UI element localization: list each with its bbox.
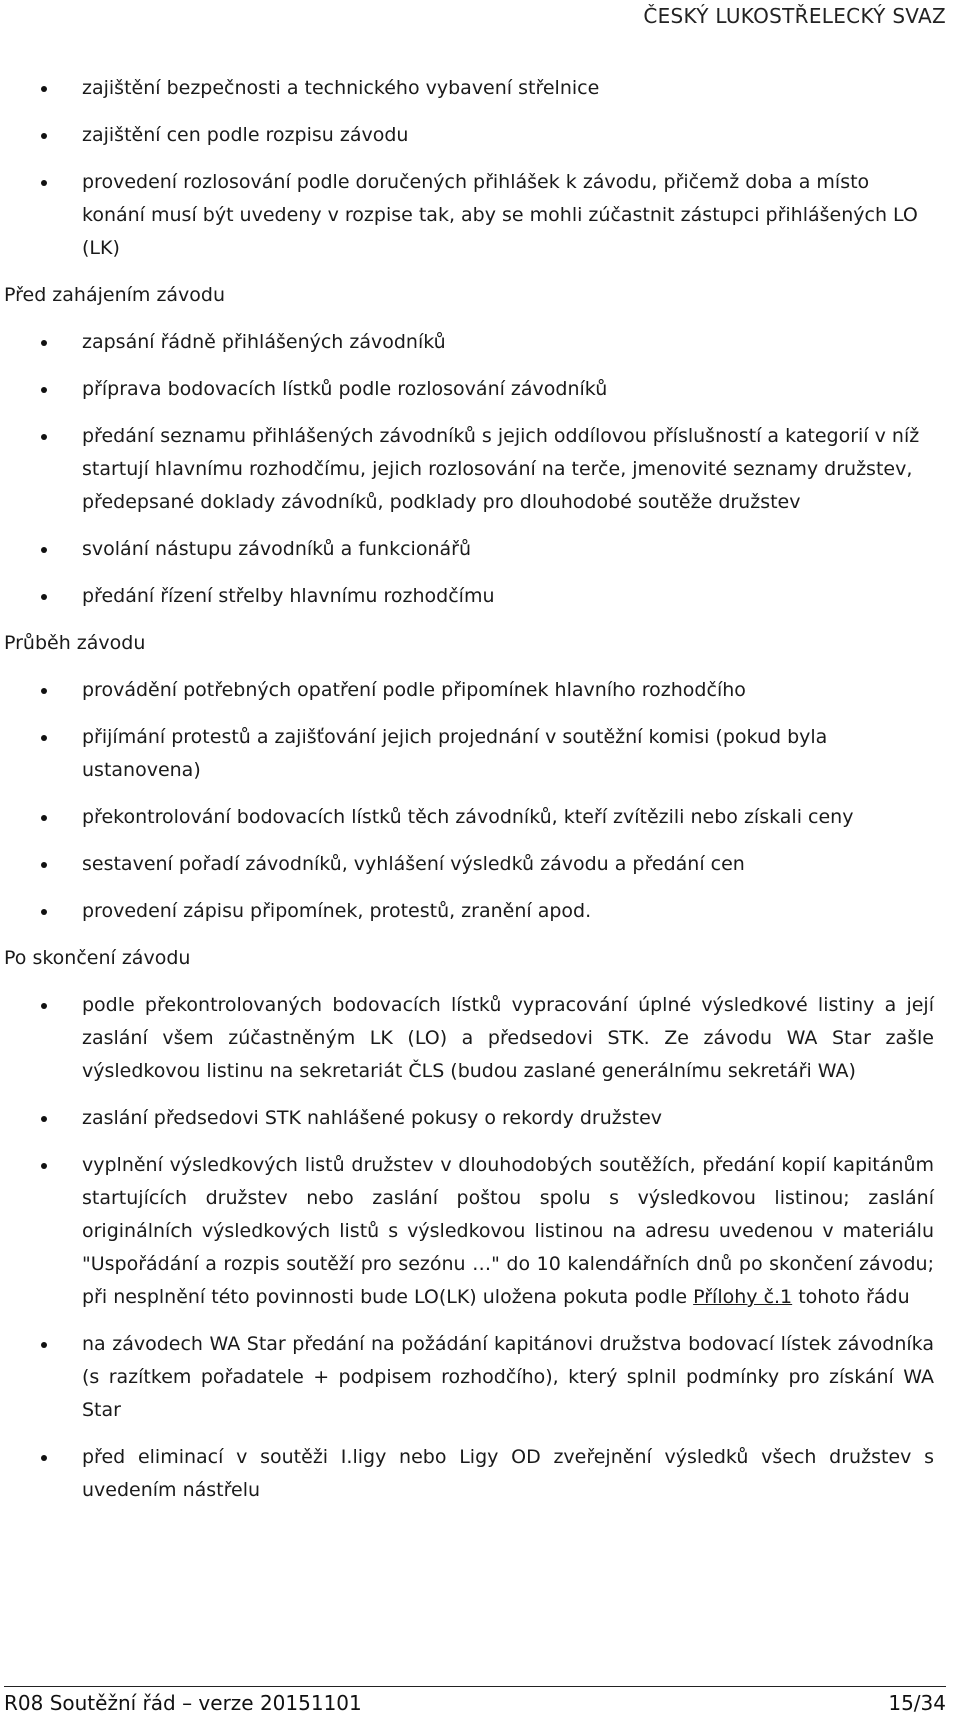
list-item: zajištění bezpečnosti a technického vybavení střelnice bbox=[0, 72, 960, 105]
list-item: provádění potřebných opatření podle připomínek hlavního rozhodčího bbox=[0, 674, 960, 707]
document-footer bbox=[4, 1686, 946, 1715]
list-before-start bbox=[0, 326, 960, 613]
list-during bbox=[0, 674, 960, 928]
list-item: provedení zápisu připomínek, protestů, zranění apod. bbox=[0, 895, 960, 928]
list-item: podle překontrolovaných bodovacích lístků vypracování úplné výsledkové listiny a její zaslání všem zúčastněným LK (LO) a předsedovi STK. Ze závodu WA Star zašle výsledkovou listinu na sekretariát ČLS (budou zaslané generálnímu sekretáři WA) bbox=[0, 989, 960, 1088]
appendix-1-link[interactable]: Přílohy č.1 bbox=[693, 1286, 793, 1308]
list-after bbox=[0, 989, 960, 1507]
section-title-after: Po skončení závodu bbox=[4, 947, 191, 969]
list-item: příprava bodovacích lístků podle rozlosování závodníků bbox=[0, 373, 960, 406]
list-item: zaslání předsedovi STK nahlášené pokusy o rekordy družstev bbox=[0, 1102, 960, 1135]
list-item: předání seznamu přihlášených závodníků s jejich oddílovou příslušností a kategorií v níž startují hlavnímu rozhodčímu, jejich rozlosování na terče, jmenovité seznamy družstev, předepsané doklady závodníků, podklady pro dlouhodobé soutěže družstev bbox=[0, 420, 960, 519]
section-title-during: Průběh závodu bbox=[4, 632, 146, 654]
list-item: provedení rozlosování podle doručených přihlášek k závodu, přičemž doba a místo konání musí být uvedeny v rozpise tak, aby se mohli zúčastnit zástupci přihlášených LO (LK) bbox=[0, 166, 960, 265]
list-item: zajištění cen podle rozpisu závodu bbox=[0, 119, 960, 152]
footer-document-title: R08 Soutěžní řád – verze 20151101 bbox=[4, 1691, 362, 1715]
list-organizer-duties bbox=[0, 72, 960, 265]
list-item: na závodech WA Star předání na požádání kapitánovi družstva bodovací lístek závodníka (s razítkem pořadatele + podpisem rozhodčího), který splnil podmínky pro získání WA Star bbox=[0, 1328, 960, 1427]
list-item-text: vyplnění výsledkových listů družstev v dlouhodobých soutěžích, předání kopií kapitánům startujících družstev nebo zaslání poštou spolu s výsledkovou listinou; zaslání originálních výsledkových listů s výsledkovou listinou na adresu uvedenou v materiálu "Uspořádání a rozpis soutěží pro sezónu …" do 10 kalendářních dnů po skončení závodu; při nesplnění této povinnosti bude LO(LK) uložena pokuta podle bbox=[82, 1154, 934, 1308]
list-item-text: tohoto řádu bbox=[792, 1286, 910, 1308]
list-item: předání řízení střelby hlavnímu rozhodčímu bbox=[0, 580, 960, 613]
list-item: překontrolování bodovacích lístků těch závodníků, kteří zvítězili nebo získali ceny bbox=[0, 801, 960, 834]
list-item: přijímání protestů a zajišťování jejich projednání v soutěžní komisi (pokud byla ustanovena) bbox=[0, 721, 960, 787]
section-title-before-start: Před zahájením závodu bbox=[4, 284, 226, 306]
document-body bbox=[0, 72, 960, 1521]
page-number: 15/34 bbox=[888, 1691, 946, 1715]
list-item: svolání nástupu závodníků a funkcionářů bbox=[0, 533, 960, 566]
list-item: před eliminací v soutěži I.ligy nebo Ligy OD zveřejnění výsledků všech družstev s uvedením nástřelu bbox=[0, 1441, 960, 1507]
list-item: sestavení pořadí závodníků, vyhlášení výsledků závodu a předání cen bbox=[0, 848, 960, 881]
list-item bbox=[0, 1149, 960, 1314]
document-header: ČESKÝ LUKOSTŘELECKÝ SVAZ bbox=[643, 4, 946, 28]
list-item: zapsání řádně přihlášených závodníků bbox=[0, 326, 960, 359]
